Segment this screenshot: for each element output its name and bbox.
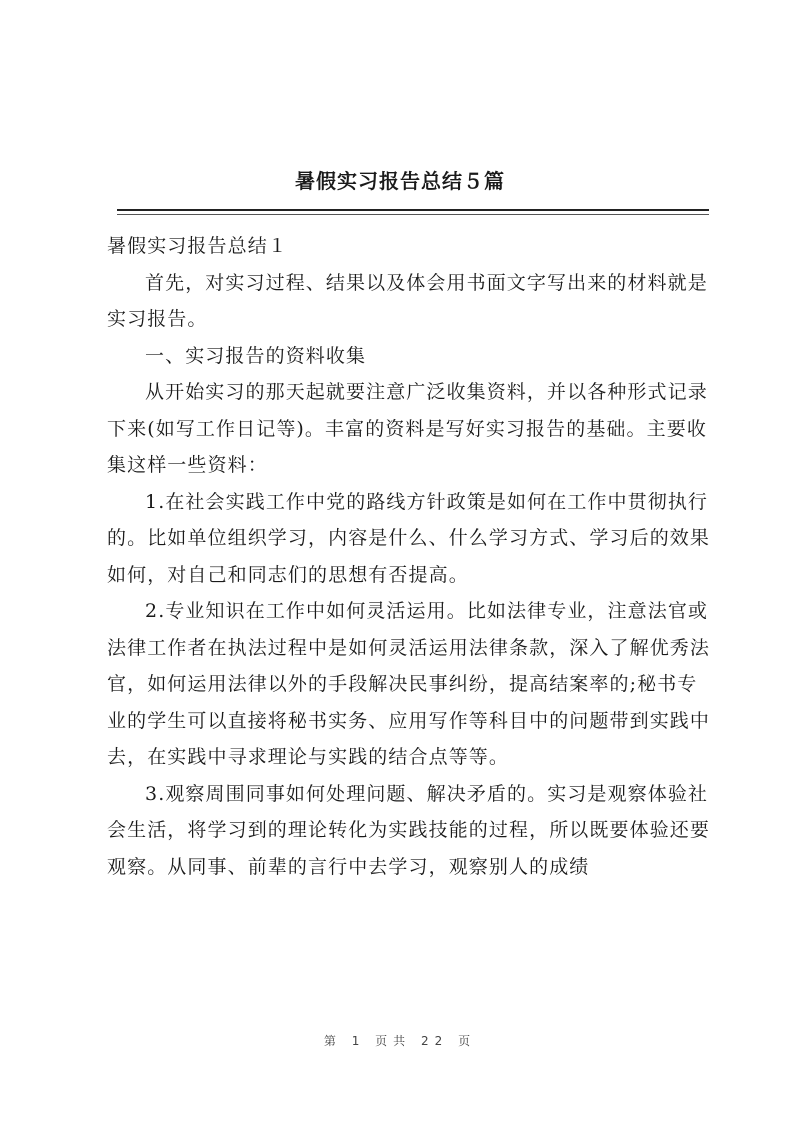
paragraph-intro: 首先，对实习过程、结果以及体会用书面文字写出来的材料就是实习报告。 [107, 271, 708, 330]
section-title: 暑假实习报告总结１ [107, 235, 288, 257]
page-footer: 第 1 页共 22 页 [323, 1034, 477, 1048]
title-divider-thin [117, 214, 709, 215]
document-body [107, 228, 710, 885]
paragraph-collection: 从开始实习的那天起就要注意广泛收集资料，并以各种形式记录下来(如写工作日记等)。丰富的资料是写好实习报告的基础。主要收集这样一些资料： [107, 381, 708, 476]
document-title: 暑假实习报告总结５篇 [295, 169, 505, 193]
title-divider-thick [117, 209, 709, 211]
paragraph-heading-collection: 一、实习报告的资料收集 [145, 344, 367, 367]
paragraph-item-1: 1.在社会实践工作中党的路线方针政策是如何在工作中贯彻执行的。比如单位组织学习，内容是什么、什么学习方式、学习后的效果如何，对自己和同志们的思想有否提高。 [107, 490, 711, 586]
paragraph-item-2: 2.专业知识在工作中如何灵活运用。比如法律专业，注意法官或法律工作者在执法过程中是如何灵活运用法律条款，深入了解优秀法官，如何运用法律以外的手段解决民事纠纷，提高结案率的;秘书专业的学生可以直接将秘书实务、应用写作等科目中的问题带到实践中去，在实践中寻求理论与实践的结合点等等。 [107, 600, 711, 768]
paragraph-item-3: 3.观察周围同事如何处理问题、解决矛盾的。实习是观察体验社会生活，将学习到的理论转化为实践技能的过程，所以既要体验还要观察。从同事、前辈的言行中去学习，观察别人的成绩 [107, 782, 711, 878]
